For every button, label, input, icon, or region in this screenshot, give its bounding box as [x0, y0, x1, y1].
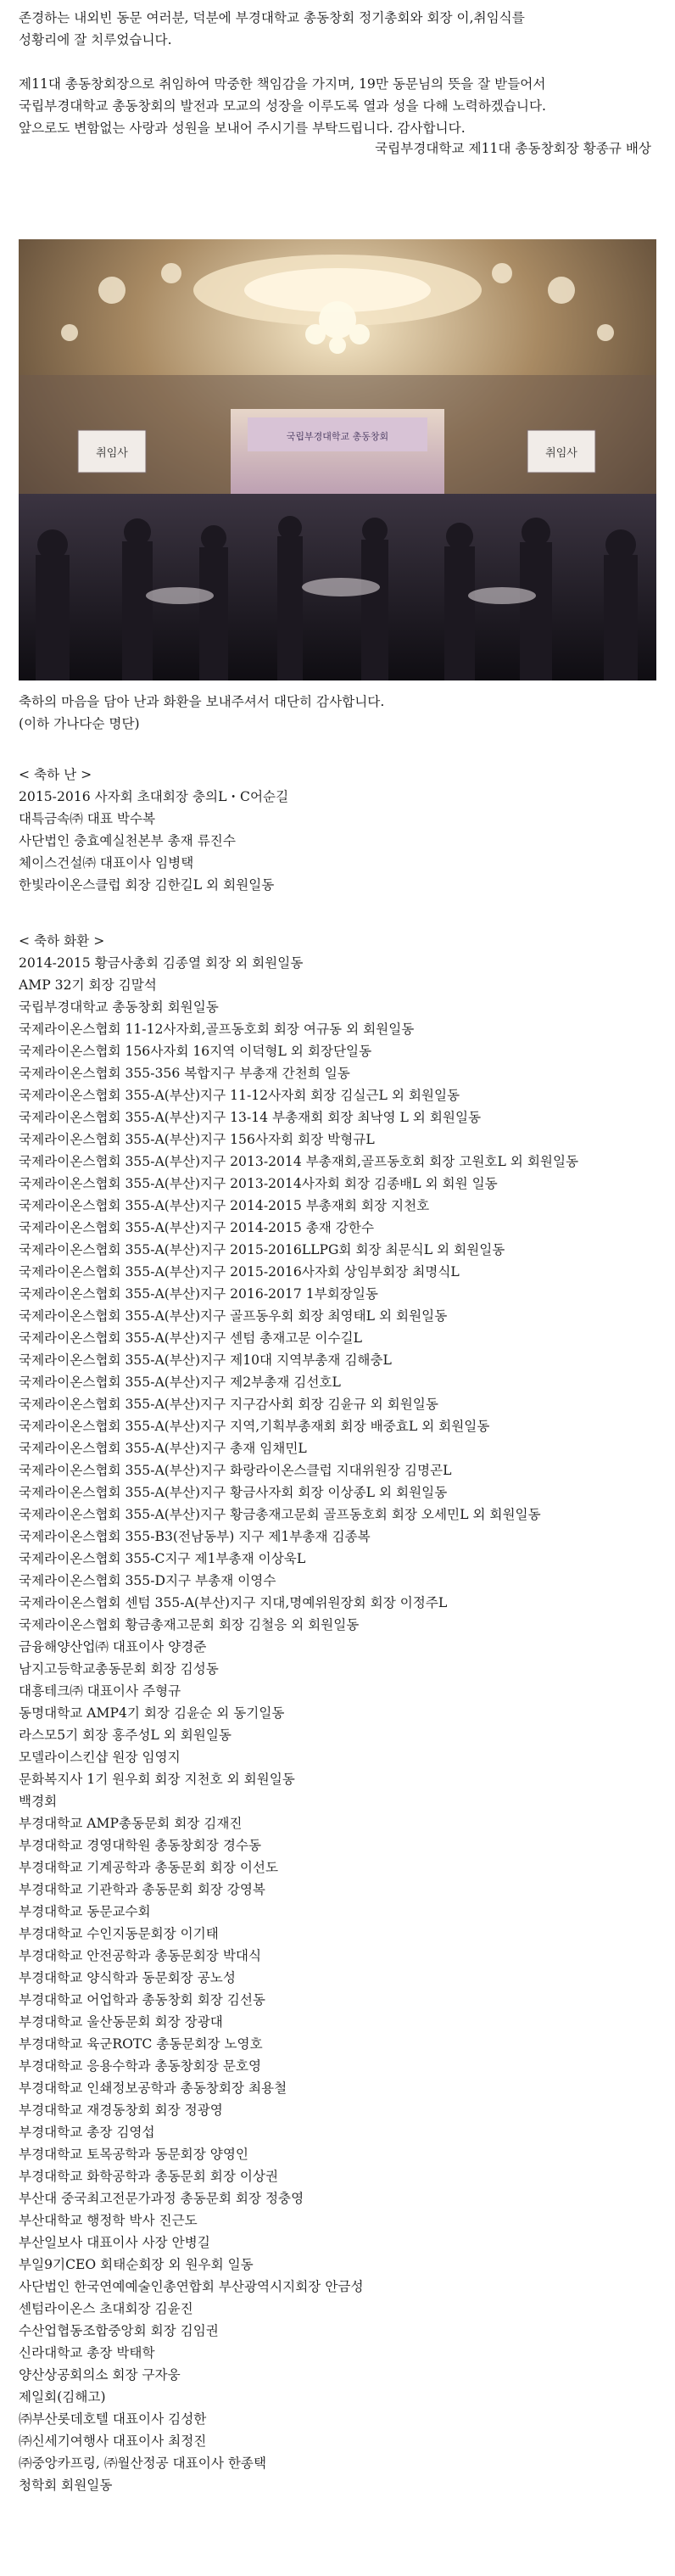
list-item: 부경대학교 어업학과 총동창회 회장 김선동	[19, 1992, 265, 2008]
wreath-list-title: < 축하 화환 >	[19, 933, 105, 949]
list-item: 국제라이온스협회 355-A(부산)지구 센텀 총재고문 이수길L	[19, 1330, 362, 1346]
list-item: 라스모5기 회장 홍주성L 외 회원일동	[19, 1728, 232, 1743]
list-item: 부경대학교 토목공학과 동문회장 양영인	[19, 2147, 248, 2162]
list-item: AMP 32기 회장 김말석	[19, 977, 157, 993]
list-item: 부경대학교 경영대학원 총동창회장 경수동	[19, 1838, 262, 1853]
thanks-line: (이하 가나다순 명단)	[19, 716, 140, 731]
list-item: 국제라이온스협회 355-A(부산)지구 제2부총재 김선호L	[19, 1375, 341, 1390]
list-item: 부경대학교 기관학과 총동문회 회장 강영복	[19, 1882, 265, 1897]
list-item: 국제라이온스협회 355-A(부산)지구 골프동우회 회장 최영태L 외 회원일동	[19, 1308, 448, 1324]
list-item: ㈜중앙카프링, ㈜월산정공 대표이사 한종택	[19, 2456, 267, 2471]
intro-line: 제11대 총동창회장으로 취임하여 막중한 책임감을 가지며, 19만 동문님의 뜻을 잘 받들어서	[19, 76, 546, 92]
list-item: 국제라이온스협회 355-A(부산)지구 2013-2014사자회 회장 김종배L 외 회원 일동	[19, 1176, 498, 1191]
list-item: 부경대학교 기계공학과 총동문회 회장 이선도	[19, 1860, 279, 1875]
list-item: 부경대학교 울산동문회 회장 장광대	[19, 2014, 223, 2030]
list-item: 국제라이온스협회 355-D지구 부총재 이영수	[19, 1573, 276, 1588]
list-item: 국제라이온스협회 황금총재고문회 회장 김철응 외 회원일동	[19, 1617, 360, 1632]
list-item: 국제라이온스협회 355-356 복합지구 부총재 간천희 일동	[19, 1066, 350, 1081]
intro-line: 성황리에 잘 치루었습니다.	[19, 32, 172, 48]
thanks-line: 축하의 마음을 담아 난과 화환을 보내주셔서 대단히 감사합니다.	[19, 694, 385, 709]
list-item: 제일회(김해고)	[19, 2389, 106, 2405]
list-item: 대특금속㈜ 대표 박수복	[19, 811, 156, 826]
list-item: 문화복지사 1기 원우회 회장 지천호 외 회원일동	[19, 1772, 295, 1787]
list-item: 수산업협동조합중앙회 회장 김임권	[19, 2323, 219, 2338]
list-item: 국제라이온스협회 355-A(부산)지구 2015-2016사자회 상임부회장 최명식L	[19, 1264, 460, 1280]
list-item: 사단법인 충효예실천본부 총재 류진수	[19, 833, 236, 848]
list-item: 부경대학교 육군ROTC 총동문회장 노영호	[19, 2036, 263, 2052]
list-item: 부경대학교 AMP총동문회 회장 김재진	[19, 1816, 243, 1831]
list-item: 부경대학교 응용수학과 총동창회장 문호영	[19, 2058, 262, 2074]
list-item: 부경대학교 수인지동문회장 이기태	[19, 1926, 219, 1941]
list-item: 부경대학교 인쇄정보공학과 총동창회장 최용철	[19, 2080, 287, 2096]
intro-line: 존경하는 내외빈 동문 여러분, 덕분에 부경대학교 총동창회 정기총회와 회장 이,취임식를	[19, 10, 525, 25]
intro-line: 앞으로도 변함없는 사랑과 성원을 보내어 주시기를 부탁드립니다. 감사합니다.	[19, 120, 466, 136]
list-item: 부일9기CEO 회태순회장 외 원우회 일동	[19, 2257, 254, 2272]
list-item: 사단법인 한국연예예술인총연합회 부산광역시지회장 안금성	[19, 2279, 364, 2294]
list-item: 부산일보사 대표이사 사장 안병길	[19, 2235, 210, 2250]
list-item: 한빛라이온스클럽 회장 김한길L 외 회원일동	[19, 877, 275, 893]
orchid-list	[19, 764, 656, 896]
list-item: 국제라이온스협회 355-B3(전남동부) 지구 제1부총재 김종복	[19, 1529, 371, 1544]
stage-banner: 국립부경대학교 총동창회	[286, 431, 389, 442]
list-item: 부경대학교 화학공학과 총동문회 회장 이상권	[19, 2169, 279, 2184]
list-item: 2014-2015 황금사총회 김종열 회장 외 회원일동	[19, 955, 304, 971]
list-item: 국제라이온스협회 355-A(부산)지구 13-14 부총재회 회장 최낙영 L 외 회원일동	[19, 1110, 482, 1125]
list-item: 신라대학교 총장 박태학	[19, 2345, 155, 2360]
list-item: 국제라이온스협회 355-A(부산)지구 지구감사회 회장 김윤규 외 회원일동	[19, 1397, 438, 1412]
list-item: 국제라이온스협회 355-A(부산)지구 2013-2014 부총재회,골프동호회 회장 고원호L 외 회원일동	[19, 1154, 579, 1169]
list-item: 센텀라이온스 초대회장 김윤진	[19, 2301, 193, 2316]
list-item: 남지고등학교총동문회 회장 김성동	[19, 1661, 219, 1677]
wreath-items	[19, 952, 656, 2496]
list-item: 국제라이온스협회 355-A(부산)지구 156사자회 회장 박형규L	[19, 1132, 375, 1147]
list-item: 부경대학교 동문교수회	[19, 1904, 151, 1919]
left-banner: 취임사	[96, 447, 128, 460]
list-item: 국제라이온스협회 355-C지구 제1부총재 이상욱L	[19, 1551, 306, 1566]
signature: 국립부경대학교 제11대 총동창회장 황종규 배상	[375, 141, 651, 156]
list-item: 대흥테크㈜ 대표이사 주형규	[19, 1683, 181, 1699]
list-item: 국제라이온스협회 355-A(부산)지구 황금사자회 회장 이상종L 외 회원일동	[19, 1485, 448, 1500]
list-item: 부산대학교 행정학 박사 진근도	[19, 2213, 198, 2228]
right-banner: 취임사	[545, 447, 577, 460]
list-item: 국제라이온스협회 355-A(부산)지구 11-12사자회 회장 김실근L 외 회원일동	[19, 1088, 460, 1103]
list-item: 국제라이온스협회 355-A(부산)지구 2014-2015 부총재회 회장 지천호	[19, 1198, 430, 1213]
list-item: 국제라이온스협회 156사자회 16지역 이덕형L 외 회장단일동	[19, 1044, 372, 1059]
list-item: 국제라이온스협회 355-A(부산)지구 제10대 지역부총재 김해충L	[19, 1352, 392, 1368]
list-item: ㈜신세기여행사 대표이사 최정진	[19, 2433, 207, 2449]
thanks-message	[19, 691, 656, 735]
list-item: 2015-2016 사자회 초대회장 충의L・C어순길	[19, 789, 289, 804]
list-item: 모델라이스킨샵 원장 임영지	[19, 1750, 181, 1765]
list-item: 국제라이온스협회 355-A(부산)지구 화랑라이온스클럽 지대위원장 김명곤L	[19, 1463, 452, 1478]
list-item: 부경대학교 안전공학과 총동문회장 박대식	[19, 1948, 262, 1963]
list-item: 국제라이온스협회 355-A(부산)지구 2014-2015 총재 강한수	[19, 1220, 375, 1235]
list-item: 부산대 중국최고전문가과정 총동문회 회장 정충영	[19, 2191, 304, 2206]
list-item: 양산상공회의소 회장 구자웅	[19, 2367, 181, 2383]
list-item: 금융해양산업㈜ 대표이사 양경준	[19, 1639, 207, 1655]
list-item: 국제라이온스협회 355-A(부산)지구 2016-2017 1부회장일동	[19, 1286, 378, 1302]
list-item: ㈜부산롯데호텔 대표이사 김성한	[19, 2411, 207, 2427]
list-item: 국립부경대학교 총동창회 회원일동	[19, 1000, 219, 1015]
list-item: 국제라이온스협회 센텀 355-A(부산)지구 지대,명예위원장회 회장 이정주L	[19, 1595, 448, 1610]
list-item: 백경회	[19, 1794, 58, 1809]
list-item: 국제라이온스협회 355-A(부산)지구 지역,기획부총재회 회장 배중효L 외 회원일동	[19, 1419, 490, 1434]
list-item: 동명대학교 AMP4기 회장 김윤순 외 동기일동	[19, 1705, 285, 1721]
wreath-list	[19, 930, 656, 2496]
list-item: 부경대학교 재경동창회 회장 정광영	[19, 2103, 223, 2118]
intro-line: 국립부경대학교 총동창회의 발전과 모교의 성장을 이루도록 열과 성을 다해 노력하겠습니다.	[19, 98, 546, 114]
list-item: 청학회 회원일동	[19, 2478, 113, 2493]
list-item: 국제라이온스협회 11-12사자회,골프동호회 회장 여규동 외 회원일동	[19, 1022, 415, 1037]
orchid-list-title: < 축하 난 >	[19, 767, 92, 782]
list-item: 부경대학교 양식학과 동문회장 공노성	[19, 1970, 236, 1985]
ceremony-photo	[19, 239, 656, 680]
list-item: 국제라이온스협회 355-A(부산)지구 황금총재고문회 골프동호회 회장 오세민L 외 회원일동	[19, 1507, 541, 1522]
intro-message	[19, 7, 656, 139]
list-item: 부경대학교 총장 김영섭	[19, 2125, 155, 2140]
list-item: 체이스건설㈜ 대표이사 임병택	[19, 855, 194, 871]
list-item: 국제라이온스협회 355-A(부산)지구 총재 임채민L	[19, 1441, 307, 1456]
list-item: 국제라이온스협회 355-A(부산)지구 2015-2016LLPG회 회장 최문식L 외 회원일동	[19, 1242, 505, 1257]
